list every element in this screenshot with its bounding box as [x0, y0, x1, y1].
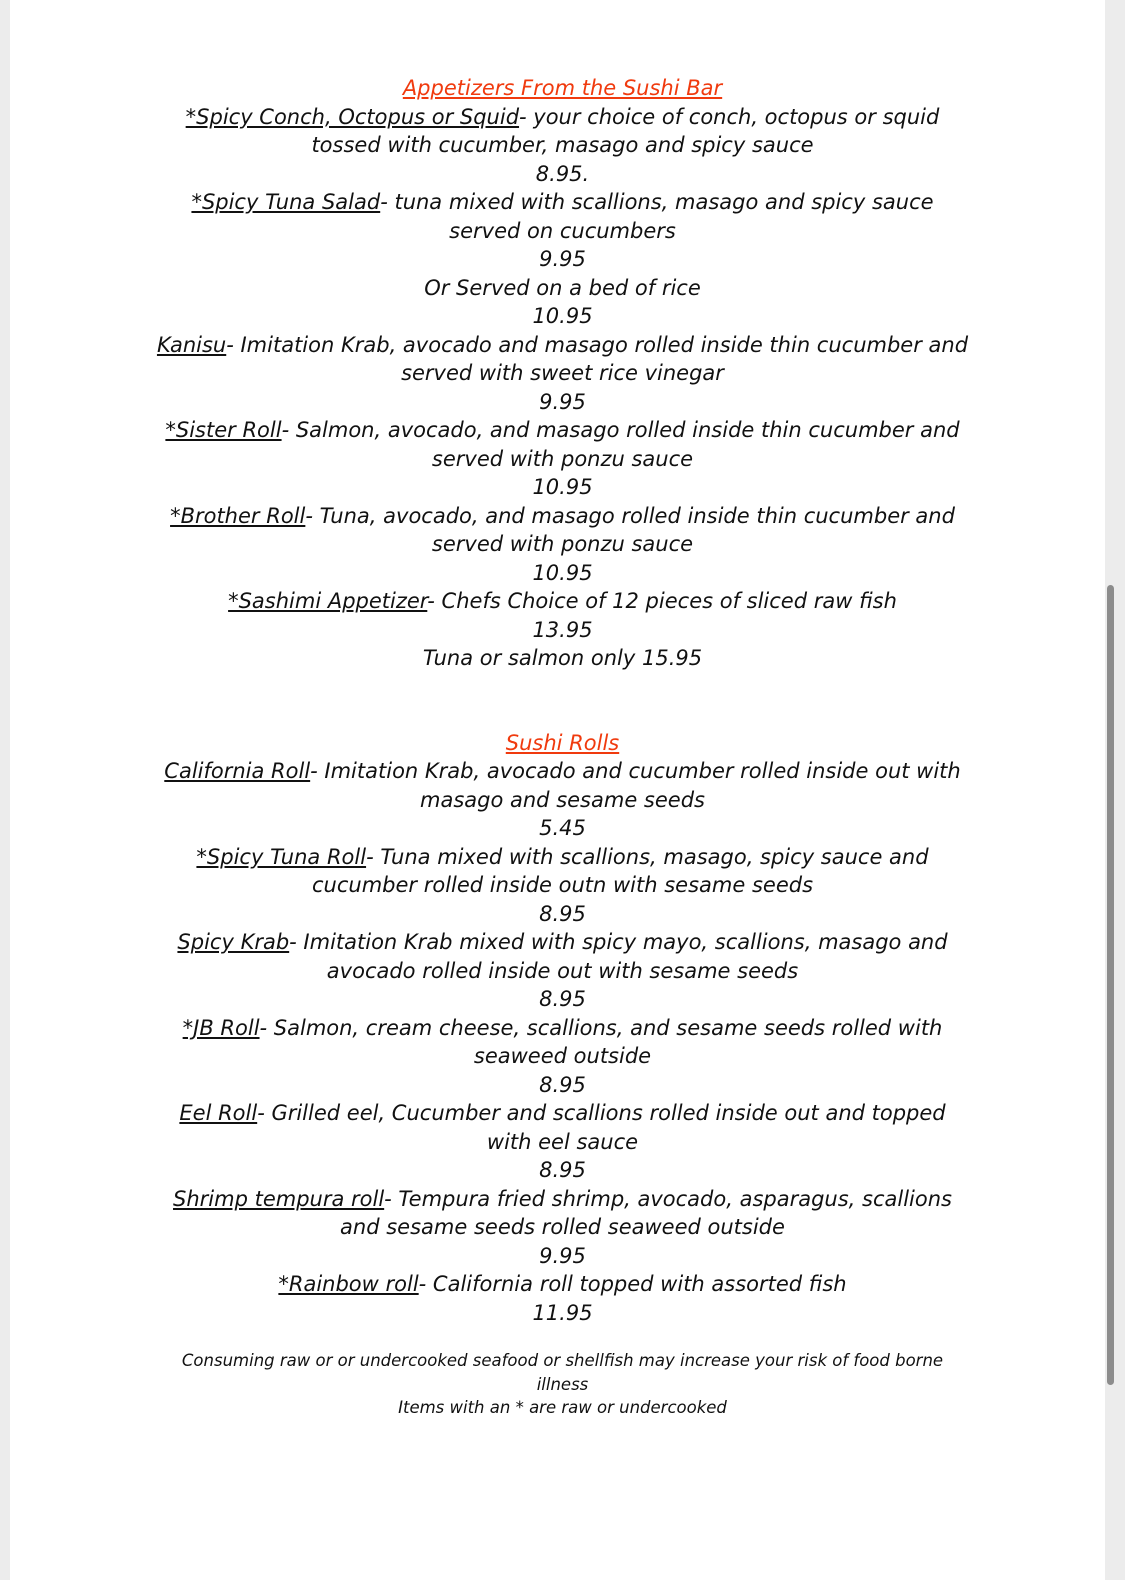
item-name: Kanisu [156, 332, 227, 357]
menu-item [0, 103, 1125, 189]
item-description: - Tuna, avocado, and masago rolled inside thin cucumber and [305, 503, 955, 528]
item-name: *Brother Roll [170, 503, 306, 528]
menu-item [0, 331, 1125, 417]
menu-content [0, 74, 1125, 1420]
item-description: - Salmon, avocado, and masago rolled inside thin cucumber and [281, 418, 960, 442]
item-description-cont: and sesame seeds rolled seaweed outside [340, 1215, 785, 1239]
menu-item [0, 587, 1125, 673]
item-description: - Salmon, cream cheese, scallions, and sesame seeds rolled with [259, 1015, 943, 1040]
item-description: - Imitation Krab mixed with spicy mayo, scallions, masago and [289, 930, 948, 954]
item-description-cont: served on cucumbers [449, 218, 676, 243]
item-description-cont: served with ponzu sauce [431, 446, 694, 471]
menu-item [0, 1014, 1125, 1100]
item-description-cont: cucumber rolled inside outn with sesame seeds [311, 873, 814, 897]
menu-item [0, 843, 1125, 929]
raw-items-note: Items with an * are raw or undercooked [398, 1398, 727, 1417]
menu-item [0, 1099, 1125, 1185]
item-price: 5.45 [539, 816, 586, 840]
item-name: Shrimp tempura roll [173, 1186, 385, 1211]
menu-item [0, 1185, 1125, 1271]
item-name: Eel Roll [179, 1101, 258, 1125]
raw-food-warning-cont: illness [536, 1374, 589, 1394]
item-name: *Sister Roll [165, 418, 282, 442]
item-description: - Imitation Krab, avocado and masago rolled inside thin cucumber and [226, 332, 969, 357]
item-description: - Imitation Krab, avocado and cucumber rolled inside out with [310, 759, 961, 783]
item-alternative: Or Served on a bed of rice [424, 275, 701, 300]
item-price: 9.95 [539, 247, 586, 271]
rolls-title: Sushi Rolls [505, 730, 620, 755]
item-name: Spicy Krab [177, 930, 290, 954]
appetizers-title: Appetizers From the Sushi Bar [402, 76, 723, 100]
item-price: 13.95 [532, 617, 593, 642]
item-description: - your choice of conch, octopus or squid [519, 104, 940, 129]
item-description: - Chefs Choice of 12 pieces of sliced raw fish [427, 589, 897, 613]
item-price: 8.95. [535, 161, 590, 186]
raw-food-warning: Consuming raw or or undercooked seafood or shellfish may increase your risk of food borne [181, 1351, 944, 1370]
item-price: 10.95 [532, 475, 593, 499]
item-name: California Roll [164, 759, 311, 783]
item-alternative: Tuna or salmon only 15.95 [422, 646, 703, 670]
item-price: 9.95 [539, 1243, 586, 1268]
item-description-cont: with eel sauce [486, 1129, 639, 1154]
item-description: - tuna mixed with scallions, masago and spicy sauce [380, 190, 934, 214]
item-price: 8.95 [539, 901, 586, 926]
item-description-cont: served with sweet rice vinegar [401, 361, 724, 385]
menu-item [0, 188, 1125, 331]
item-price: 8.95 [539, 1158, 586, 1182]
item-price: 8.95 [539, 1072, 586, 1097]
menu-item [0, 416, 1125, 502]
item-description-cont: tossed with cucumber, masago and spicy sauce [311, 133, 814, 157]
menu-item [0, 502, 1125, 588]
item-price: 11.95 [532, 1300, 593, 1325]
item-description-cont: masago and sesame seeds [420, 787, 705, 812]
item-alternative-price: 10.95 [532, 304, 593, 328]
item-description: - California roll topped with assorted fish [418, 1272, 847, 1296]
item-description: - Tuna mixed with scallions, masago, spicy sauce and [366, 844, 929, 869]
item-name: *Rainbow roll [278, 1272, 419, 1296]
menu-item [0, 1270, 1125, 1327]
item-name: *Spicy Tuna Roll [196, 844, 367, 869]
menu-item [0, 928, 1125, 1014]
item-price: 8.95 [539, 987, 586, 1011]
item-name: *Spicy Conch, Octopus or Squid [185, 104, 520, 129]
item-description: - Grilled eel, Cucumber and scallions rolled inside out and topped [257, 1101, 946, 1125]
item-name: *Sashimi Appetizer [228, 589, 428, 613]
menu-item [0, 757, 1125, 843]
item-description-cont: seaweed outside [473, 1044, 652, 1068]
item-name: *JB Roll [182, 1015, 260, 1040]
item-description-cont: served with ponzu sauce [431, 532, 694, 556]
section-spacer [0, 673, 1125, 729]
item-description-cont: avocado rolled inside out with sesame seeds [326, 958, 799, 983]
item-description: - Tempura fried shrimp, avocado, asparagus, scallions [384, 1186, 952, 1211]
item-price: 9.95 [539, 389, 586, 414]
item-name: *Spicy Tuna Salad [191, 190, 381, 214]
item-price: 10.95 [532, 560, 593, 585]
